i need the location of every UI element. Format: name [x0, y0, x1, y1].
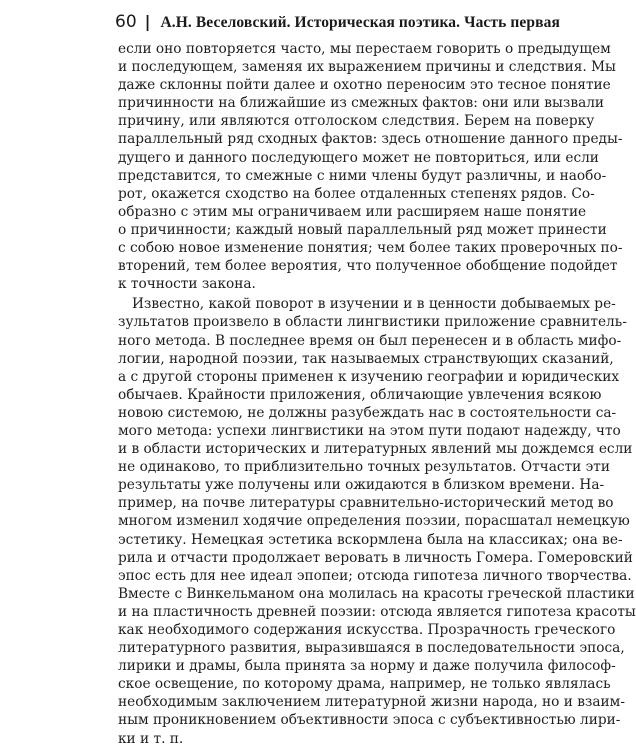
text-line: эстетику. Немецкая эстетика вскормлена была на классиках; она ве- [118, 531, 623, 548]
text-line: мого метода: успехи лингвистики на этом пути подают надежду, что [118, 422, 621, 439]
text-line: с собою новое изменение понятия; чем более таких проверочных по- [118, 240, 623, 257]
text-line: даже склонны пойти далее и охотно переносим это тесное понятие [118, 77, 611, 94]
text-line: и на пластичность древней поэзии: отсюда является гипотеза красоты [118, 603, 636, 620]
text-line: а с другой стороны применен к изучению географии и юридических [118, 368, 620, 385]
text-line: представится, то смежные с ними члены будут различны, и наобо- [118, 167, 607, 184]
text-line: необходимым заключением литературной жизни народа, но и взаим- [118, 694, 625, 711]
paragraph [118, 40, 623, 293]
text-line: как необходимого содержания искусства. Прозрачность греческого [118, 622, 616, 638]
text-line: лирики и драмы, была принята за норму и даже получила философ- [118, 658, 616, 675]
text-line: зультатов произвело в области лингвистики приложение сравнитель- [118, 314, 627, 331]
text-line: параллельный ряд сходных фактов: здесь отношение данного преды- [118, 131, 623, 148]
paragraph [118, 295, 636, 747]
text-line: образно с этим мы ограничиваем или расширяем наше понятие [118, 203, 587, 220]
text-line: Вместе с Винкельманом она молилась на красоты греческой пластики [118, 585, 635, 602]
text-line: ным проникновением объективности эпоса с субъективностью лири- [118, 712, 621, 729]
running-head [115, 12, 560, 36]
text-line: и в области исторических и литературных явлений мы дождемся если [118, 441, 633, 458]
text-line: многом изменил ходячие определения поэзии, порасшатал немецкую [118, 513, 630, 530]
text-line: эпос есть для нее идеал эпопеи; отсюда гипотеза личного творчества. [118, 567, 632, 584]
text-line: литературного развития, выразившаяся в последовательности эпоса, [118, 640, 625, 657]
text-line: и последующем, заменяя их выражением причины и следствия. Мы [118, 59, 616, 76]
text-line: Известно, какой поворот в изучении и в ценности добываемых ре- [132, 296, 616, 313]
text-line: рила и отчасти продолжает веровать в личность Гомера. Гомеровский [118, 549, 633, 566]
text-line: обычаев. Крайности приложения, обличающие увлечения всякою [118, 386, 602, 403]
text-line: причину, или являются отголоском следствия. Берем на поверку [118, 113, 595, 130]
text-line: логии, народной поэзии, так называемых странствующих сказаний, [118, 350, 614, 367]
text-line: ки и т. п. [118, 730, 184, 747]
book-title: А.Н. Веселовский. Историческая поэтика. Часть первая [160, 14, 560, 31]
text-line: причинности на ближайшие из смежных фактов: они или вызвали [118, 95, 605, 112]
text-line: дущего и данного последующего может не повториться, или если [118, 149, 599, 166]
text-line: к точности закона. [118, 276, 256, 293]
text-line: не одинаково, то приблизительно точных результатов. Отчасти эти [118, 459, 610, 476]
text-line: если оно повторяется часто, мы перестаем говорить о предыдущем [118, 41, 611, 57]
text-line: ного метода. В последнее время он был перенесен и в область мифо- [118, 332, 622, 349]
text-line: новою системою, не должны разубеждать нас в состоятельности са- [118, 404, 617, 421]
text-line: пример, на почве литературы сравнительно-исторический метод во [118, 495, 614, 512]
text-line: о причинности; каждый новый параллельный ряд может принести [118, 221, 607, 238]
text-line: ское освещение, по которому драма, например, не только являлась [118, 676, 611, 693]
header-separator: | [144, 12, 151, 31]
text-line: вторений, тем более вероятия, что полученное обобщение подойдет [118, 258, 618, 275]
page-number: 60 [115, 12, 137, 32]
body-text [118, 40, 636, 748]
text-line: результаты уже получены или ожидаются в близком времени. На- [118, 477, 605, 494]
text-line: рот, окажется сходство на более отдаленных степенях рядов. Со- [118, 185, 595, 202]
